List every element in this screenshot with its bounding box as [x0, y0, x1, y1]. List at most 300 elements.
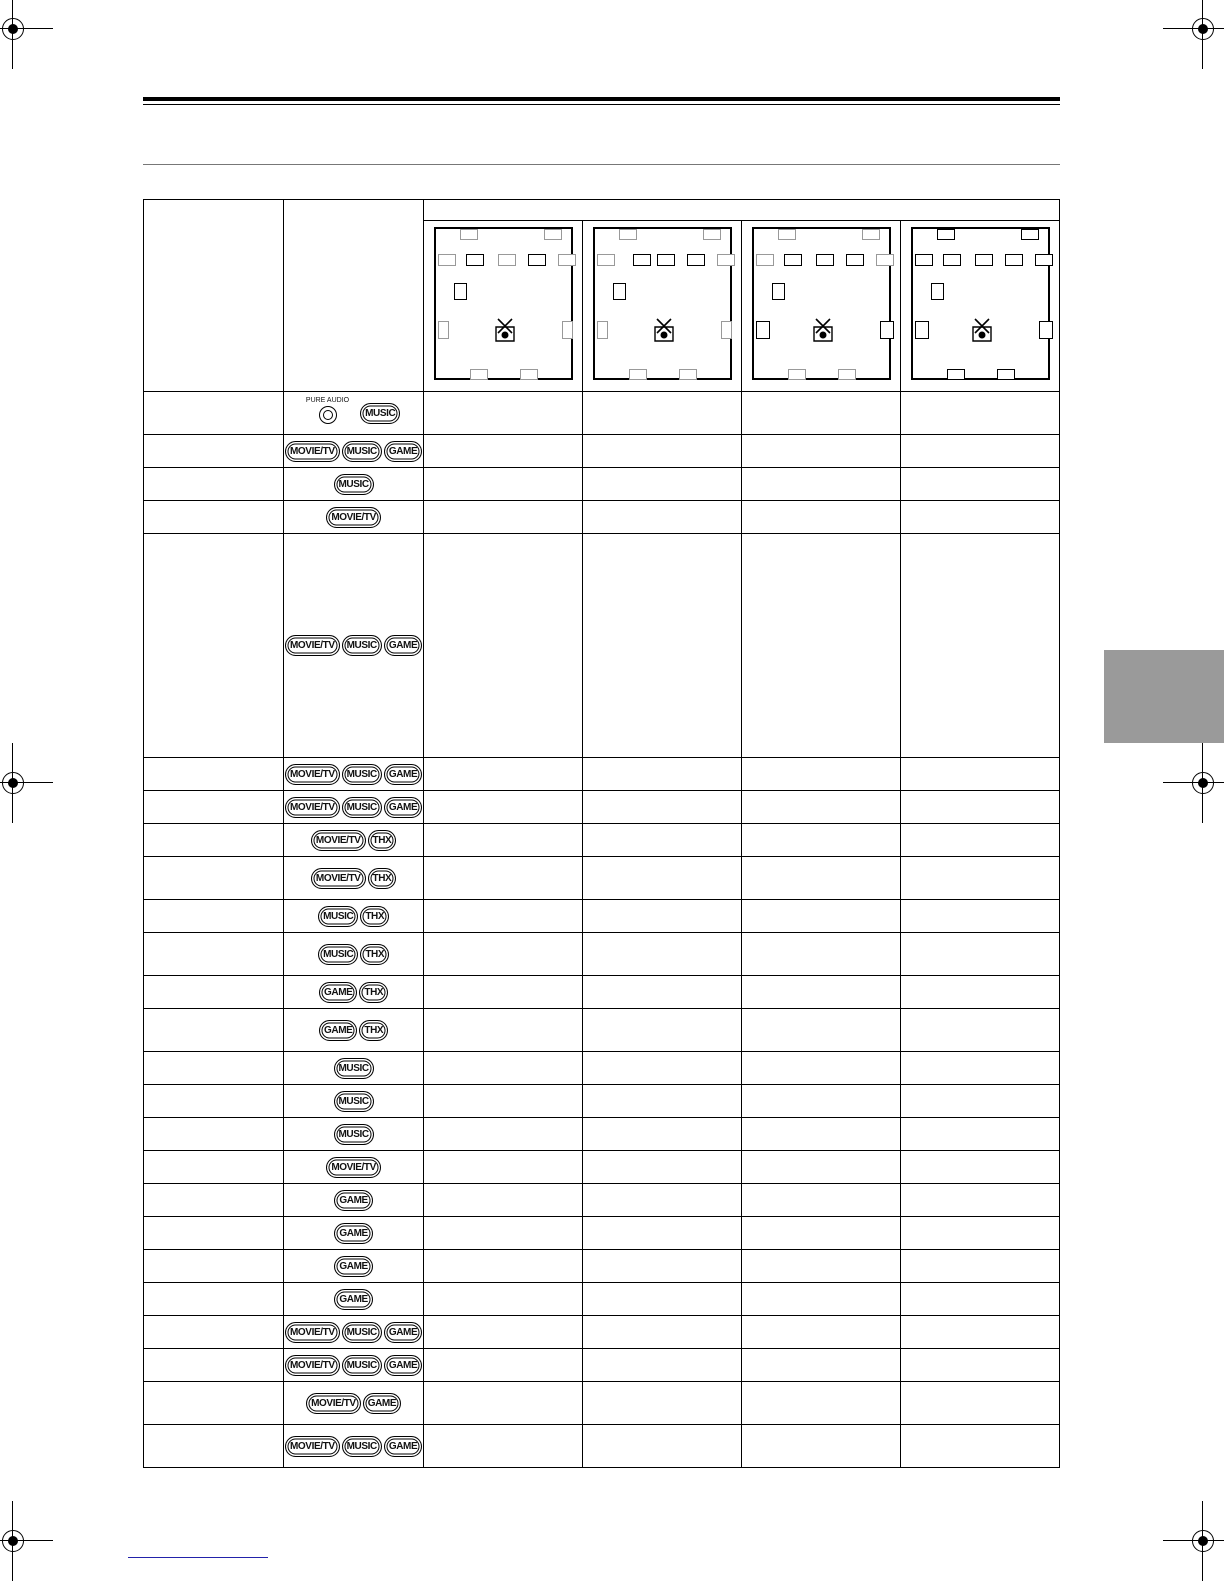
layout-availability-cell	[424, 1052, 583, 1085]
mode-buttons-cell	[284, 1085, 424, 1118]
speaker-icon	[470, 369, 488, 380]
layout-availability-cell	[901, 824, 1060, 857]
layout-availability-cell	[583, 1085, 742, 1118]
music-button[interactable]: MUSIC	[334, 1091, 374, 1112]
layout-availability-cell	[583, 1382, 742, 1425]
mode-buttons-cell	[284, 1250, 424, 1283]
game-button[interactable]: GAME	[384, 635, 422, 656]
layout-availability-cell	[901, 468, 1060, 501]
layout-availability-cell	[424, 1151, 583, 1184]
layout-availability-cell	[901, 1184, 1060, 1217]
layout-availability-cell	[901, 857, 1060, 900]
mode-buttons-cell	[284, 933, 424, 976]
layout-availability-cell	[424, 857, 583, 900]
speaker-icon	[438, 321, 449, 339]
speaker-icon	[460, 229, 478, 240]
layout-availability-cell	[583, 1184, 742, 1217]
mode-buttons-cell	[284, 435, 424, 468]
thx-button[interactable]: THX	[368, 868, 397, 889]
mode-cell	[144, 1009, 284, 1052]
layout-availability-cell	[742, 1009, 901, 1052]
music-button[interactable]: MUSIC	[334, 1058, 374, 1079]
mode-cell	[144, 900, 284, 933]
layout-availability-cell	[742, 501, 901, 534]
speaker-icon	[975, 254, 993, 266]
layout-availability-cell	[583, 1425, 742, 1468]
speaker-icon	[687, 254, 705, 266]
speaker-icon	[629, 369, 647, 380]
mode-buttons-cell	[284, 1316, 424, 1349]
mode-cell	[144, 1184, 284, 1217]
speaker-layout-3	[742, 221, 901, 392]
speaker-icon	[613, 283, 626, 300]
thx-button[interactable]: THX	[360, 944, 389, 965]
speaker-icon	[947, 369, 965, 380]
layout-availability-cell	[583, 1250, 742, 1283]
mode-cell	[144, 1283, 284, 1316]
mode-buttons-cell	[284, 758, 424, 791]
speaker-diagram	[593, 227, 732, 380]
layout-availability-cell	[742, 758, 901, 791]
header-layout-cell	[424, 200, 1060, 221]
table-row	[144, 1382, 1060, 1425]
speaker-icon	[619, 229, 637, 240]
layout-availability-cell	[901, 1382, 1060, 1425]
movie-tv-button[interactable]: MOVIE/TV	[326, 1157, 381, 1178]
mode-buttons-cell	[284, 1052, 424, 1085]
layout-availability-cell	[901, 534, 1060, 758]
movie-tv-button[interactable]: MOVIE/TV	[285, 1436, 340, 1457]
speaker-icon	[838, 369, 856, 380]
game-button[interactable]: GAME	[334, 1256, 372, 1277]
layout-availability-cell	[901, 392, 1060, 435]
speaker-icon	[721, 321, 732, 339]
mode-cell	[144, 976, 284, 1009]
movie-tv-button[interactable]: MOVIE/TV	[306, 1393, 361, 1414]
mode-buttons-cell	[284, 1283, 424, 1316]
layout-availability-cell	[901, 1349, 1060, 1382]
game-button[interactable]: GAME	[384, 1436, 422, 1457]
layout-availability-cell	[424, 1118, 583, 1151]
mode-cell	[144, 791, 284, 824]
table-row	[144, 501, 1060, 534]
layout-availability-cell	[424, 791, 583, 824]
table-row	[144, 435, 1060, 468]
movie-tv-button[interactable]: MOVIE/TV	[285, 1355, 340, 1376]
speaker-icon	[520, 369, 538, 380]
speaker-icon	[562, 321, 573, 339]
music-button[interactable]: MUSIC	[342, 764, 382, 785]
music-button[interactable]: MUSIC	[342, 1322, 382, 1343]
movie-tv-button[interactable]: MOVIE/TV	[311, 830, 366, 851]
layout-availability-cell	[583, 534, 742, 758]
layout-availability-cell	[901, 758, 1060, 791]
table-row	[144, 758, 1060, 791]
game-button[interactable]: GAME	[384, 1322, 422, 1343]
mode-cell	[144, 1250, 284, 1283]
table-row	[144, 900, 1060, 933]
layout-availability-cell	[424, 1349, 583, 1382]
table-row	[144, 1217, 1060, 1250]
game-button[interactable]: GAME	[334, 1223, 372, 1244]
header-button-cell	[284, 200, 424, 392]
speaker-layout-2	[583, 221, 742, 392]
layout-availability-cell	[424, 1085, 583, 1118]
speaker-icon	[862, 229, 880, 240]
speaker-icon	[454, 283, 467, 300]
mode-cell	[144, 1382, 284, 1425]
mode-cell	[144, 1085, 284, 1118]
speaker-icon	[784, 254, 802, 266]
layout-availability-cell	[742, 1052, 901, 1085]
layout-availability-cell	[583, 758, 742, 791]
speaker-icon	[915, 254, 933, 266]
mode-buttons-cell	[284, 1349, 424, 1382]
speaker-icon	[772, 283, 785, 300]
table-row	[144, 976, 1060, 1009]
game-button[interactable]: GAME	[334, 1289, 372, 1310]
game-button[interactable]: GAME	[334, 1190, 372, 1211]
movie-tv-button[interactable]: MOVIE/TV	[285, 764, 340, 785]
layout-availability-cell	[901, 1217, 1060, 1250]
game-button[interactable]: GAME	[363, 1393, 401, 1414]
speaker-icon	[528, 254, 546, 266]
mode-cell	[144, 534, 284, 758]
speaker-icon	[880, 321, 894, 339]
mode-buttons-cell	[284, 824, 424, 857]
layout-availability-cell	[583, 1316, 742, 1349]
layout-availability-cell	[424, 468, 583, 501]
speaker-icon	[633, 254, 651, 266]
layout-availability-cell	[901, 1052, 1060, 1085]
music-button[interactable]: MUSIC	[334, 474, 374, 495]
mode-buttons-cell	[284, 501, 424, 534]
layout-availability-cell	[901, 1316, 1060, 1349]
layout-availability-cell	[583, 1217, 742, 1250]
speaker-icon	[1021, 229, 1039, 240]
movie-tv-button[interactable]: MOVIE/TV	[285, 441, 340, 462]
table-row	[144, 1052, 1060, 1085]
registration-mark-bottom-right	[1183, 1521, 1223, 1561]
layout-availability-cell	[583, 857, 742, 900]
game-button[interactable]: GAME	[384, 797, 422, 818]
mode-cell	[144, 1217, 284, 1250]
listener-icon	[653, 317, 675, 343]
thx-button[interactable]: THX	[359, 1020, 388, 1041]
layout-availability-cell	[424, 435, 583, 468]
layout-availability-cell	[583, 976, 742, 1009]
speaker-icon	[597, 321, 608, 339]
mode-cell	[144, 1425, 284, 1468]
movie-tv-button[interactable]: MOVIE/TV	[326, 507, 381, 528]
thx-button[interactable]: THX	[359, 982, 388, 1003]
layout-availability-cell	[742, 791, 901, 824]
music-button[interactable]: MUSIC	[342, 441, 382, 462]
mode-cell	[144, 501, 284, 534]
layout-availability-cell	[901, 1085, 1060, 1118]
mode-cell	[144, 1349, 284, 1382]
mode-buttons-cell	[284, 468, 424, 501]
listener-icon	[812, 317, 834, 343]
speaker-icon	[915, 321, 929, 339]
table-row	[144, 1009, 1060, 1052]
speaker-icon	[679, 369, 697, 380]
layout-availability-cell	[742, 1085, 901, 1118]
header-rule-thick	[143, 97, 1060, 101]
layout-availability-cell	[742, 435, 901, 468]
game-button[interactable]: GAME	[319, 982, 357, 1003]
mode-buttons-cell	[284, 900, 424, 933]
mode-cell	[144, 1118, 284, 1151]
layout-availability-cell	[901, 1151, 1060, 1184]
speaker-icon	[1005, 254, 1023, 266]
mode-buttons-cell	[284, 976, 424, 1009]
thx-button[interactable]: THX	[368, 830, 397, 851]
table-row	[144, 933, 1060, 976]
layout-availability-cell	[742, 857, 901, 900]
section-rule	[143, 164, 1060, 165]
layout-availability-cell	[583, 1283, 742, 1316]
layout-availability-cell	[583, 1052, 742, 1085]
layout-availability-cell	[424, 1009, 583, 1052]
speaker-diagram	[752, 227, 891, 380]
speaker-icon	[756, 321, 770, 339]
table-row	[144, 392, 1060, 435]
chapter-tab	[1104, 650, 1224, 743]
music-button[interactable]: MUSIC	[342, 1355, 382, 1376]
thx-button[interactable]: THX	[360, 906, 389, 927]
table-row	[144, 1250, 1060, 1283]
layout-availability-cell	[901, 501, 1060, 534]
layout-availability-cell	[742, 534, 901, 758]
table-row	[144, 824, 1060, 857]
speaker-icon	[997, 369, 1015, 380]
layout-availability-cell	[742, 392, 901, 435]
speaker-icon	[438, 254, 456, 266]
mode-buttons-cell	[284, 1151, 424, 1184]
mode-buttons-cell	[284, 534, 424, 758]
layout-availability-cell	[424, 534, 583, 758]
music-button[interactable]: MUSIC	[334, 1124, 374, 1145]
speaker-icon	[1039, 321, 1053, 339]
layout-availability-cell	[742, 1217, 901, 1250]
movie-tv-button[interactable]: MOVIE/TV	[285, 797, 340, 818]
registration-mark-bottom-left	[0, 1521, 33, 1561]
layout-availability-cell	[742, 1184, 901, 1217]
table-row	[144, 1151, 1060, 1184]
layout-availability-cell	[742, 1118, 901, 1151]
layout-availability-cell	[424, 1382, 583, 1425]
layout-availability-cell	[901, 1250, 1060, 1283]
mode-buttons-cell	[284, 1009, 424, 1052]
speaker-icon	[931, 283, 944, 300]
speaker-icon	[657, 254, 675, 266]
mode-buttons-cell	[284, 1382, 424, 1425]
layout-availability-cell	[424, 976, 583, 1009]
layout-availability-cell	[583, 824, 742, 857]
layout-availability-cell	[424, 392, 583, 435]
layout-availability-cell	[901, 1009, 1060, 1052]
layout-availability-cell	[742, 1382, 901, 1425]
layout-availability-cell	[742, 1425, 901, 1468]
listening-modes-table	[143, 199, 1060, 1468]
layout-availability-cell	[424, 1184, 583, 1217]
game-button[interactable]: GAME	[319, 1020, 357, 1041]
mode-cell	[144, 933, 284, 976]
speaker-icon	[558, 254, 576, 266]
layout-availability-cell	[901, 791, 1060, 824]
table-row	[144, 1349, 1060, 1382]
table-row	[144, 791, 1060, 824]
registration-mark-mid-left	[0, 763, 33, 803]
layout-availability-cell	[583, 1118, 742, 1151]
layout-availability-cell	[742, 900, 901, 933]
mode-cell	[144, 1151, 284, 1184]
mode-buttons-cell	[284, 857, 424, 900]
table-row	[144, 1118, 1060, 1151]
speaker-icon	[816, 254, 834, 266]
mode-buttons-cell	[284, 392, 424, 435]
music-button[interactable]: MUSIC	[342, 635, 382, 656]
mode-buttons-cell	[284, 1425, 424, 1468]
mode-cell	[144, 468, 284, 501]
registration-mark-top-left	[0, 9, 33, 49]
game-button[interactable]: GAME	[384, 764, 422, 785]
layout-availability-cell	[901, 900, 1060, 933]
speaker-icon	[544, 229, 562, 240]
layout-availability-cell	[424, 933, 583, 976]
layout-availability-cell	[424, 900, 583, 933]
layout-availability-cell	[901, 933, 1060, 976]
layout-availability-cell	[424, 1425, 583, 1468]
mode-cell	[144, 1316, 284, 1349]
layout-availability-cell	[583, 1349, 742, 1382]
speaker-icon	[778, 229, 796, 240]
speaker-icon	[597, 254, 615, 266]
layout-availability-cell	[742, 1151, 901, 1184]
listener-icon	[971, 317, 993, 343]
table-row	[144, 468, 1060, 501]
mode-cell	[144, 435, 284, 468]
mode-cell	[144, 1052, 284, 1085]
game-button[interactable]: GAME	[384, 441, 422, 462]
pure-audio-knob-icon[interactable]	[319, 406, 337, 424]
speaker-icon	[788, 369, 806, 380]
table-row	[144, 1184, 1060, 1217]
table-row	[144, 1425, 1060, 1468]
layout-availability-cell	[742, 1283, 901, 1316]
layout-availability-cell	[424, 501, 583, 534]
speaker-icon	[1035, 254, 1053, 266]
table-header-row	[144, 200, 1060, 221]
game-button[interactable]: GAME	[384, 1355, 422, 1376]
layout-availability-cell	[583, 933, 742, 976]
speaker-diagram	[434, 227, 573, 380]
speaker-diagram	[911, 227, 1050, 380]
mode-buttons-cell	[284, 1184, 424, 1217]
layout-availability-cell	[424, 758, 583, 791]
music-button[interactable]: MUSIC	[360, 403, 400, 424]
layout-availability-cell	[742, 1349, 901, 1382]
movie-tv-button[interactable]: MOVIE/TV	[311, 868, 366, 889]
layout-availability-cell	[901, 435, 1060, 468]
pure-audio-label: PURE AUDIO	[305, 397, 350, 404]
layout-availability-cell	[424, 1283, 583, 1316]
speaker-icon	[846, 254, 864, 266]
table-row	[144, 534, 1060, 758]
mode-buttons-cell	[284, 1217, 424, 1250]
layout-availability-cell	[583, 468, 742, 501]
layout-availability-cell	[742, 1250, 901, 1283]
mode-cell	[144, 392, 284, 435]
layout-availability-cell	[742, 824, 901, 857]
mode-cell	[144, 758, 284, 791]
mode-buttons-cell	[284, 1118, 424, 1151]
layout-availability-cell	[583, 435, 742, 468]
layout-availability-cell	[583, 1009, 742, 1052]
speaker-icon	[717, 254, 735, 266]
table-row	[144, 857, 1060, 900]
speaker-icon	[703, 229, 721, 240]
layout-availability-cell	[742, 468, 901, 501]
movie-tv-button[interactable]: MOVIE/TV	[285, 635, 340, 656]
layout-availability-cell	[901, 1425, 1060, 1468]
mode-cell	[144, 857, 284, 900]
layout-availability-cell	[742, 1316, 901, 1349]
table-row	[144, 1085, 1060, 1118]
header-rule-thin	[143, 104, 1060, 105]
layout-availability-cell	[424, 824, 583, 857]
layout-availability-cell	[901, 976, 1060, 1009]
movie-tv-button[interactable]: MOVIE/TV	[285, 1322, 340, 1343]
layout-availability-cell	[583, 501, 742, 534]
table-row	[144, 1316, 1060, 1349]
layout-availability-cell	[583, 791, 742, 824]
speaker-layout-4	[901, 221, 1060, 392]
layout-availability-cell	[901, 1118, 1060, 1151]
speaker-icon	[937, 229, 955, 240]
mode-cell	[144, 824, 284, 857]
music-button[interactable]: MUSIC	[318, 944, 358, 965]
layout-availability-cell	[424, 1316, 583, 1349]
table-row	[144, 1283, 1060, 1316]
header-mode-cell	[144, 200, 284, 392]
layout-availability-cell	[424, 1250, 583, 1283]
music-button[interactable]: MUSIC	[342, 1436, 382, 1457]
registration-mark-top-right	[1183, 9, 1223, 49]
speaker-icon	[466, 254, 484, 266]
mode-buttons-cell	[284, 791, 424, 824]
speaker-icon	[876, 254, 894, 266]
speaker-icon	[943, 254, 961, 266]
footer-line	[128, 1557, 268, 1558]
layout-availability-cell	[742, 976, 901, 1009]
layout-availability-cell	[424, 1217, 583, 1250]
layout-availability-cell	[583, 1151, 742, 1184]
music-button[interactable]: MUSIC	[342, 797, 382, 818]
speaker-icon	[498, 254, 516, 266]
layout-availability-cell	[742, 933, 901, 976]
pure-audio-button[interactable]	[306, 397, 349, 429]
layout-availability-cell	[901, 1283, 1060, 1316]
registration-mark-mid-right	[1183, 763, 1223, 803]
speaker-layout-1	[424, 221, 583, 392]
listener-icon	[494, 317, 516, 343]
music-button[interactable]: MUSIC	[318, 906, 358, 927]
speaker-icon	[756, 254, 774, 266]
layout-availability-cell	[583, 900, 742, 933]
layout-availability-cell	[583, 392, 742, 435]
